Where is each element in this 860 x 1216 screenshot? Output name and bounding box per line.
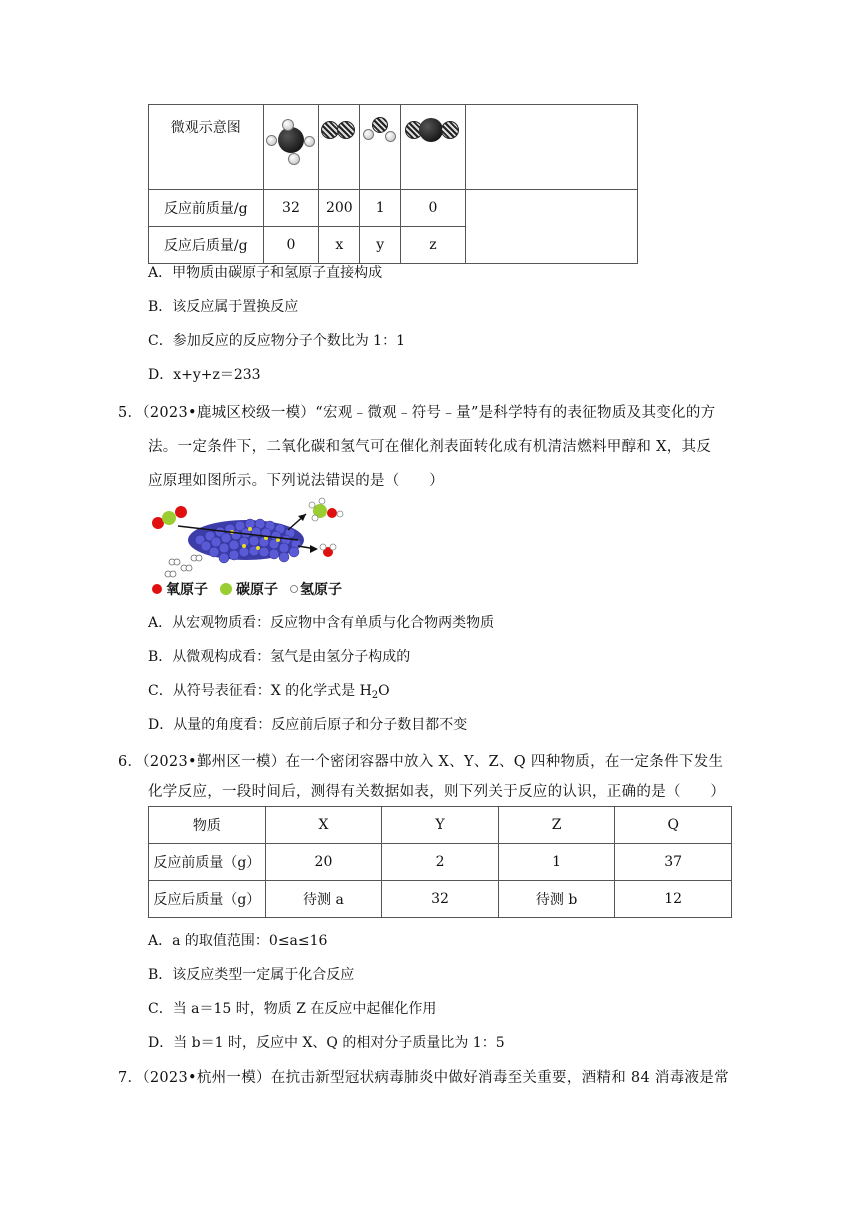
q4-option-a[interactable]: A．甲物质由碳原子和氢原子直接构成: [148, 265, 383, 281]
table-cell: 37: [615, 844, 732, 881]
table-cell: 待测 a: [265, 881, 382, 918]
row-header-micro: 微观示意图: [149, 105, 264, 190]
q6-option-b[interactable]: B．该反应类型一定属于化合反应: [148, 967, 355, 983]
h2o-molecule-icon: [360, 105, 400, 177]
header-cell: Z: [498, 807, 615, 844]
before-value: 200: [319, 190, 360, 227]
table-cell: 12: [615, 881, 732, 918]
q5-stem-line1: 5．（2023•鹿城区校级一模）“宏观﹣微观﹣符号﹣量”是科学特有的表征物质及其变化的方: [118, 405, 716, 421]
legend-hydrogen-label: 氢原子: [300, 582, 342, 598]
after-value: y: [360, 227, 401, 264]
table-cell: 1: [498, 844, 615, 881]
table-cell: 待测 b: [498, 881, 615, 918]
row-label: 反应后质量（g）: [149, 881, 266, 918]
q5-stem-line2: 法。一定条件下，二氧化碳和氢气可在催化剂表面转化成有机清洁燃料甲醇和 X，其反: [148, 439, 712, 455]
reaction-table-q4: [148, 104, 638, 264]
q4-option-c[interactable]: C．参加反应的反应物分子个数比为 1：1: [148, 333, 405, 349]
q5-option-b[interactable]: B．从微观构成看：氢气是由氢分子构成的: [148, 649, 411, 665]
empty-cell: [465, 105, 637, 190]
after-value: x: [319, 227, 360, 264]
o2-molecule-icon: [319, 105, 359, 177]
table-cell: 32: [382, 881, 499, 918]
after-value: 0: [263, 227, 319, 264]
before-value: 32: [263, 190, 319, 227]
before-value: 1: [360, 190, 401, 227]
reaction-table-q6: [148, 806, 732, 918]
legend-oxygen-label: 氧原子: [166, 582, 208, 598]
header-cell: Q: [615, 807, 732, 844]
empty-cell: [465, 190, 637, 227]
q6-stem-line1: 6．（2023•鄞州区一模）在一个密闭容器中放入 X、Y、Z、Q 四种物质，在一定条件下发生: [118, 754, 724, 770]
q5-stem-line3: 应原理如图所示。下列说法错误的是（ ）: [148, 473, 444, 489]
table-cell: 2: [382, 844, 499, 881]
row-label: 反应前质量（g）: [149, 844, 266, 881]
header-cell: 物质: [149, 807, 266, 844]
header-cell: X: [265, 807, 382, 844]
q6-option-a[interactable]: A．a 的取值范围：0≤a≤16: [148, 933, 328, 949]
header-cell: Y: [382, 807, 499, 844]
after-value: z: [401, 227, 466, 264]
ch4-molecule-icon: [264, 105, 319, 177]
ch4-molecule-cell: [263, 105, 319, 190]
q6-option-d[interactable]: D．当 b＝1 时，反应中 X、Q 的相对分子质量比为 1：5: [148, 1035, 505, 1051]
row-after-label: 反应后质量/g: [149, 227, 264, 264]
q5-option-c[interactable]: C．从符号表征看：X 的化学式是 $H_2O$: [148, 683, 390, 701]
h2o-molecule-cell: [360, 105, 401, 190]
q4-option-d[interactable]: D．x+y+z＝233: [148, 367, 261, 383]
co2-molecule-cell: [401, 105, 466, 190]
co2-molecule-icon: [401, 105, 465, 177]
q6-option-c[interactable]: C．当 a＝15 时，物质 Z 在反应中起催化作用: [148, 1001, 437, 1017]
q5-option-d[interactable]: D．从量的角度看：反应前后原子和分子数目都不变: [148, 717, 468, 733]
q6-stem-line2: 化学反应，一段时间后，测得有关数据如表，则下列关于反应的认识，正确的是（ ）: [148, 784, 726, 800]
q4-option-b[interactable]: B．该反应属于置换反应: [148, 299, 299, 315]
row-before-label: 反应前质量/g: [149, 190, 264, 227]
empty-cell: [465, 227, 637, 264]
legend-carbon-label: 碳原子: [236, 582, 278, 598]
o2-molecule-cell: [319, 105, 360, 190]
q7-stem-line1: 7．（2023•杭州一模）在抗击新型冠状病毒肺炎中做好消毒至关重要，酒精和 84 消毒液是常: [118, 1070, 729, 1086]
before-value: 0: [401, 190, 466, 227]
catalyst-reaction-illustration: [148, 496, 370, 600]
table-cell: 20: [265, 844, 382, 881]
q5-option-a[interactable]: A．从宏观物质看：反应物中含有单质与化合物两类物质: [148, 615, 495, 631]
